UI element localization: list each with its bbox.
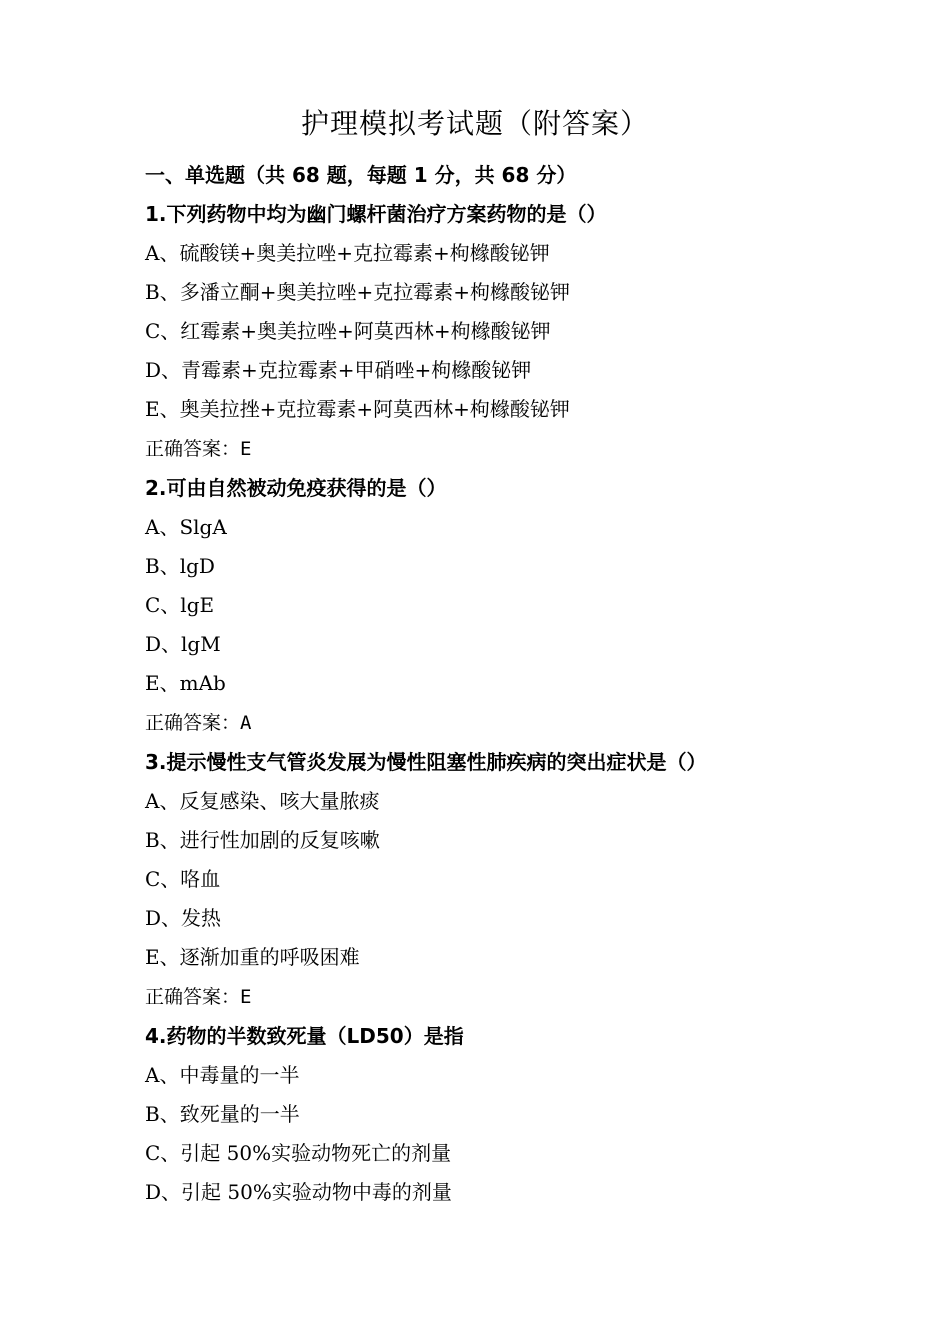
question-1-option-d: D、青霉素+克拉霉素+甲硝唑+枸橼酸铋钾 bbox=[145, 358, 532, 382]
question-4-option-b: B、致死量的一半 bbox=[145, 1102, 300, 1126]
question-1-option-c: C、红霉素+奥美拉唑+阿莫西林+枸橼酸铋钾 bbox=[145, 319, 551, 343]
question-3-option-d: D、发热 bbox=[145, 906, 222, 930]
question-2-option-e: E、mAb bbox=[145, 671, 226, 695]
question-3-option-c: C、咯血 bbox=[145, 867, 221, 891]
question-1-stem: 1.下列药物中均为幽门螺杆菌治疗方案药物的是（） bbox=[145, 202, 607, 226]
question-4-option-c: C、引起 50%实验动物死亡的剂量 bbox=[145, 1141, 452, 1165]
question-3-stem: 3.提示慢性支气管炎发展为慢性阻塞性肺疾病的突出症状是（） bbox=[145, 750, 707, 774]
question-3-answer: 正确答案：E bbox=[145, 986, 252, 1008]
question-2-option-c: C、lgE bbox=[145, 593, 215, 617]
section-heading: 一、单选题（共 68 题，每题 1 分，共 68 分） bbox=[145, 163, 577, 187]
question-3-option-b: B、进行性加剧的反复咳嗽 bbox=[145, 828, 380, 852]
question-4-stem: 4.药物的半数致死量（LD50）是指 bbox=[145, 1024, 464, 1048]
question-4-option-a: A、中毒量的一半 bbox=[145, 1063, 300, 1087]
question-2-option-a: A、SlgA bbox=[145, 515, 227, 539]
question-2-option-b: B、lgD bbox=[145, 554, 215, 578]
question-2-stem: 2.可由自然被动免疫获得的是（） bbox=[145, 476, 447, 500]
question-3-option-e: E、逐渐加重的呼吸困难 bbox=[145, 945, 360, 969]
question-1-answer: 正确答案：E bbox=[145, 438, 252, 460]
question-1-option-e: E、奥美拉挫+克拉霉素+阿莫西林+枸橼酸铋钾 bbox=[145, 397, 570, 421]
document-title: 护理模拟考试题（附答案） bbox=[300, 107, 649, 140]
question-3-option-a: A、反复感染、咳大量脓痰 bbox=[145, 789, 380, 813]
question-1-option-a: A、硫酸镁+奥美拉唑+克拉霉素+枸橼酸铋钾 bbox=[145, 241, 550, 265]
question-1-option-b: B、多潘立酮+奥美拉唑+克拉霉素+枸橼酸铋钾 bbox=[145, 280, 570, 304]
question-2-answer: 正确答案：A bbox=[145, 712, 252, 734]
question-4-option-d: D、引起 50%实验动物中毒的剂量 bbox=[145, 1180, 452, 1204]
question-2-option-d: D、lgM bbox=[145, 632, 221, 656]
